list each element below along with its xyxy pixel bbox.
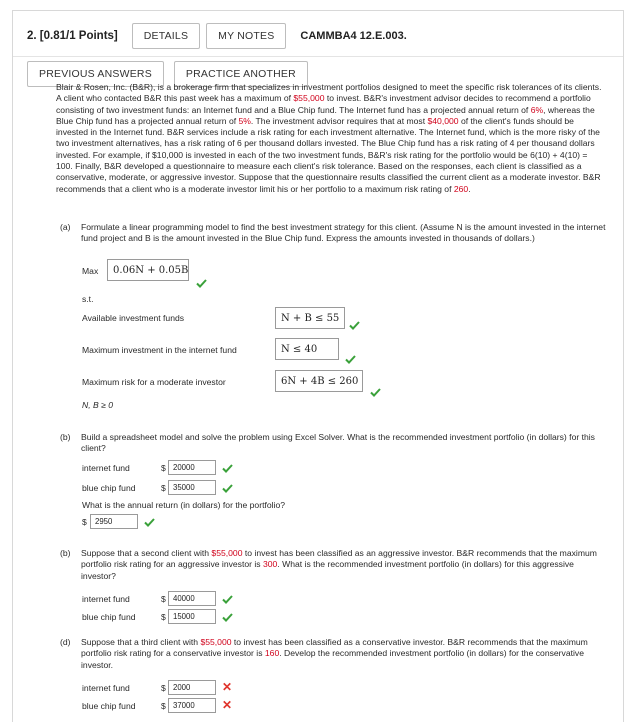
c-internet-check-icon [222,595,233,604]
c-bluechip-check-icon [222,613,233,622]
part-c [60,548,608,582]
return-check-icon [144,518,155,527]
d-bluechip-currency: $ [161,701,166,711]
b-internet-label: internet fund [82,463,130,473]
part-b-label: (b) [60,432,71,442]
constraint-2-check-icon [345,355,356,364]
my-notes-button[interactable]: MY NOTES [206,23,286,49]
nonnegativity-label: N, B ≥ 0 [82,400,113,410]
d-risk-highlight: 160 [264,648,280,659]
internet-return-highlight: 6% [530,104,544,115]
part-b [60,432,608,455]
return-input[interactable]: 2950 [90,514,138,529]
constraint-3-input[interactable]: 6N + 4B ≤ 260 [275,370,363,392]
bluechip-return-highlight: 5% [238,115,251,126]
part-c-text: Suppose that a second client with $55,000 to invest has been classified as an aggressive investor. B&R recommends that the maximum portfolio risk rating for an aggressive investor is 300. What is the recommended investment portfolio (in dollars) for this aggressive investor? [81,548,597,581]
problem-statement [56,82,606,195]
c-internet-currency: $ [161,594,166,604]
b-internet-input[interactable]: 20000 [168,460,216,475]
previous-answers-button[interactable]: PREVIOUS ANSWERS [27,61,164,87]
part-a [60,222,608,245]
details-button[interactable]: DETAILS [132,23,200,49]
d-internet-wrong-icon: ✕ [222,680,233,694]
b-bluechip-check-icon [222,484,233,493]
constraint-1-label: Available investment funds [82,313,185,323]
part-d-label: (d) [60,637,71,647]
d-internet-input[interactable]: 2000 [168,680,216,695]
return-currency: $ [82,517,87,527]
b-bluechip-label: blue chip fund [82,483,136,493]
objective-input[interactable]: 0.06N + 0.05B [107,259,189,281]
c-internet-input[interactable]: 40000 [168,591,216,606]
d-bluechip-wrong-icon: ✕ [222,698,233,712]
d-internet-currency: $ [161,683,166,693]
constraint-2-label: Maximum investment in the internet fund [82,345,237,355]
d-internet-label: internet fund [82,683,130,693]
problem-text: Blair & Rosen, Inc. (B&R), is a brokerage firm that specializes in investment portfolios designed to meet the specific risk tolerances of its clients. A client who contacted B&R this past week has a maximum of $55,000 to invest. B&R's investment advisor decides to recommend a portfolio consisting of two investment funds: an Internet fund and a Blue Chip fund. The Internet fund has a projected annual return of 6%, whereas the Blue Chip fund has a projected annual return of 5%. The investment advisor requires that at most $40,000 of the client's funds should be invested in the Internet fund. B&R services include a risk rating for each investment alternative. The Internet fund, which is the more risky of the two investment alternatives, has a risk rating of 6 per thousand dollars invested. The Blue Chip fund has a risk rating of 4 per thousand dollars invested. For example, if $10,000 is invested in each of the two investment funds, B&R's risk rating for the portfolio would be 6(10) + 4(10) = 100. Finally, B&R developed a questionnaire to measure each client's risk tolerance. Based on the responses, each client is classified as a conservative, moderate, or aggressive investor. Suppose that the questionnaire results classified the current client as a moderate investor. B&R recommends that a client who is a moderate investor limit his or her portfolio to a maximum risk rating of 260. [56,82,602,194]
d-amount-highlight: $55,000 [200,637,232,647]
part-b-text: Build a spreadsheet model and solve the problem using Excel Solver. What is the recommended investment portfolio (in dollars) for this client? [81,432,595,454]
part-d [60,637,608,671]
return-question: What is the annual return (in dollars) for the portfolio? [82,500,286,510]
constraint-1-input[interactable]: N + B ≤ 55 [275,307,345,329]
c-risk-highlight: 300 [262,559,278,570]
part-d-text: Suppose that a third client with $55,000 to invest has been classified as a conservative investor. B&R recommends that the maximum portfolio risk rating for a conservative investor is 160. Develop the recommended investment portfolio (in dollars) for the conservative investor. [81,637,588,670]
constraint-2-input[interactable]: N ≤ 40 [275,338,339,360]
st-label: s.t. [82,294,94,304]
amount-highlight: $55,000 [293,93,325,104]
b-bluechip-input[interactable]: 35000 [168,480,216,495]
b-internet-check-icon [222,464,233,473]
header-divider [13,56,623,57]
objective-check-icon [196,279,207,288]
c-bluechip-currency: $ [161,612,166,622]
c-internet-label: internet fund [82,594,130,604]
max-internet-highlight: $40,000 [427,115,459,126]
max-risk-highlight: 260 [453,183,469,194]
b-bluechip-currency: $ [161,483,166,493]
constraint-3-check-icon [370,388,381,397]
b-internet-currency: $ [161,463,166,473]
question-number: 2. [0.81/1 Points] [27,30,118,42]
practice-another-button[interactable]: PRACTICE ANOTHER [174,61,308,87]
c-amount-highlight: $55,000 [211,548,243,558]
constraint-3-label: Maximum risk for a moderate investor [82,377,226,387]
d-bluechip-input[interactable]: 37000 [168,698,216,713]
constraint-1-check-icon [349,321,360,330]
c-bluechip-input[interactable]: 15000 [168,609,216,624]
c-bluechip-label: blue chip fund [82,612,136,622]
question-header [27,21,407,51]
max-label: Max [82,266,99,276]
problem-code: CAMMBA4 12.E.003. [300,30,407,42]
part-a-label: (a) [60,222,71,232]
part-c-label: (b) [60,548,71,558]
part-a-text: Formulate a linear programming model to find the best investment strategy for this client. (Assume N is the amount invested in the internet fund project and B is the amount invested in the Blue Chip fund. Express the amounts invested in thousands of dollars.) [81,222,606,244]
d-bluechip-label: blue chip fund [82,701,136,711]
